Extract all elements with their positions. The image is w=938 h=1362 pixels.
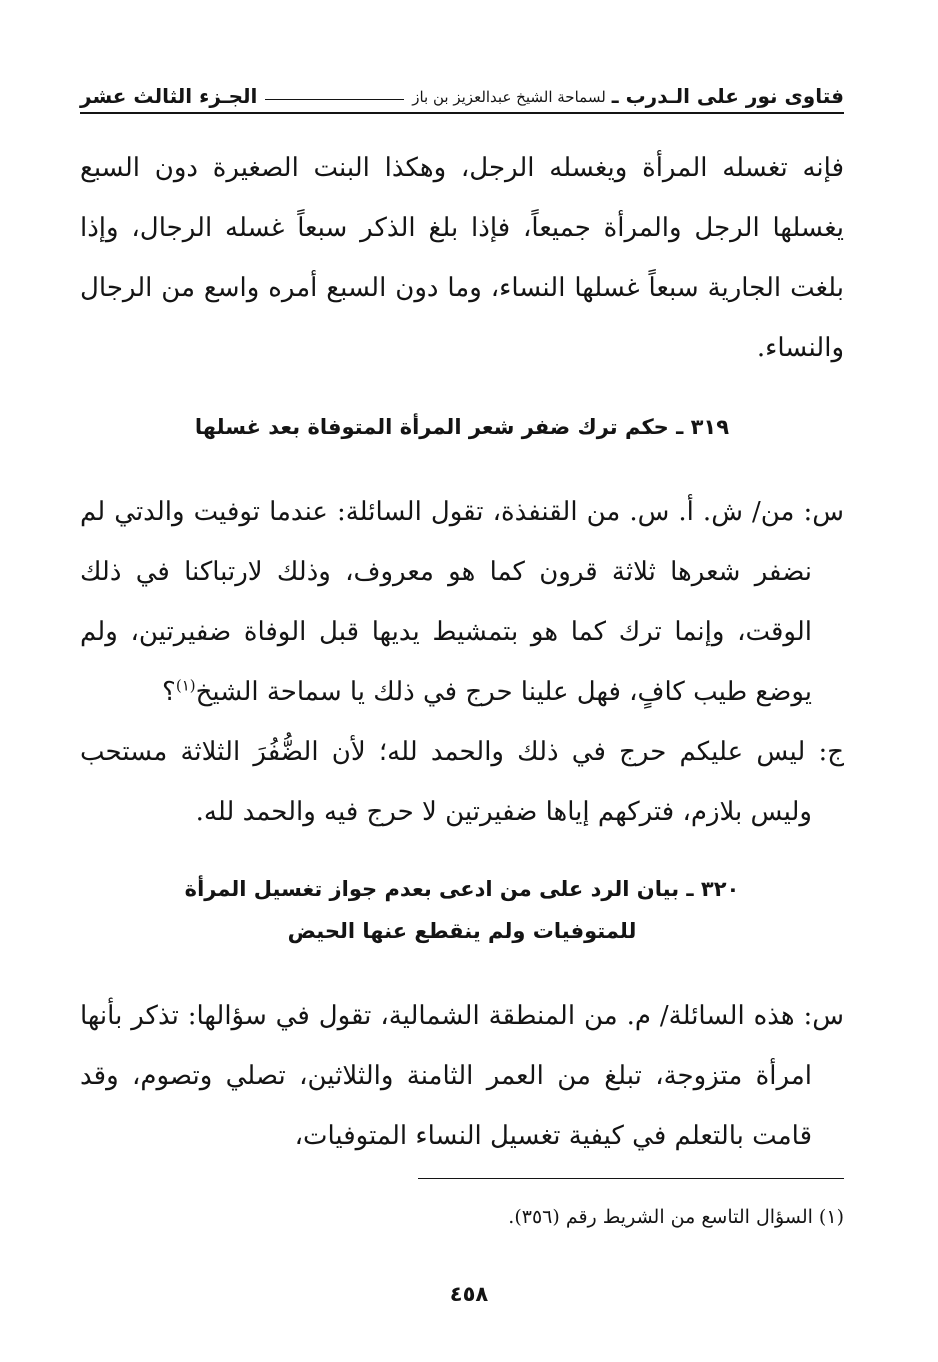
section-319-question-text: س: من/ ش. أ. س. من القنفذة، تقول السائلة: عندما توفيت والدتي لم نضفر شعرها ثلاثة قرون كما هو معروف، وذلك لارتباكنا في ذلك الوقت، وإنما ترك كما هو بتمشيط يديها قبل الوفاة ضفيرتين، ولم يوضع طيب كافٍ، فهل علينا حرج في ذلك يا سماحة الشيخ [80,497,844,707]
header-book-title: فتاوى نور على الـدرب ـ [611,84,844,108]
footnote-reference: (١) [175,676,196,695]
section-319-answer: ج: ليس عليكم حرج في ذلك والحمد لله؛ لأن الضُّفُرَ الثلاثة مستحب وليس بلازم، فتركهم إياها ضفيرتين لا حرج فيه والحمد لله. [80,737,844,827]
footnote: (١) السؤال التاسع من الشريط رقم (٣٥٦). [508,1206,844,1228]
header-title-group [412,84,844,108]
question-mark: ؟ [162,677,176,707]
section-320-title-line2: للمتوفيات ولم ينقطع عنها الحيض [287,919,637,943]
header-author: لسماحة الشيخ عبدالعزيز بن باز [412,88,606,106]
footnote-divider [418,1178,844,1179]
intro-paragraph: فإنه تغسله المرأة ويغسله الرجل، وهكذا البنت الصغيرة دون السبع يغسلها الرجل والمرأة جميعاً، فإذا بلغ الذكر سبعاً غسله الرجال، وإذا بلغت الجارية سبعاً غسلها النساء، وما دون السبع أمره واسع من الرجال والنساء. [80,153,845,363]
running-header [80,74,844,114]
section-319-question [80,482,844,722]
header-divider-line [265,99,404,100]
section-319-body [80,482,844,842]
header-part-label: الجـزء الثالث عشر [80,84,258,108]
section-320-body [80,986,844,1166]
section-320-title-line1: ٣٢٠ ـ بيان الرد على من ادعى بعدم جواز تغسيل المرأة [184,877,740,901]
page-number: ٤٥٨ [449,1282,489,1306]
section-320-title [80,868,844,952]
intro-paragraph-block [80,138,844,378]
section-319-title: ٣١٩ ـ حكم ترك ضفر شعر المرأة المتوفاة بعد غسلها [194,415,730,439]
section-320-question: س: هذه السائلة/ م. من المنطقة الشمالية، تقول في سؤالها: تذكر بأنها امرأة متزوجة، تبلغ من العمر الثامنة والثلاثين، تصلي وتصوم، وقد قامت بالتعلم في كيفية تغسيل النساء المتوفيات، [80,1001,844,1151]
